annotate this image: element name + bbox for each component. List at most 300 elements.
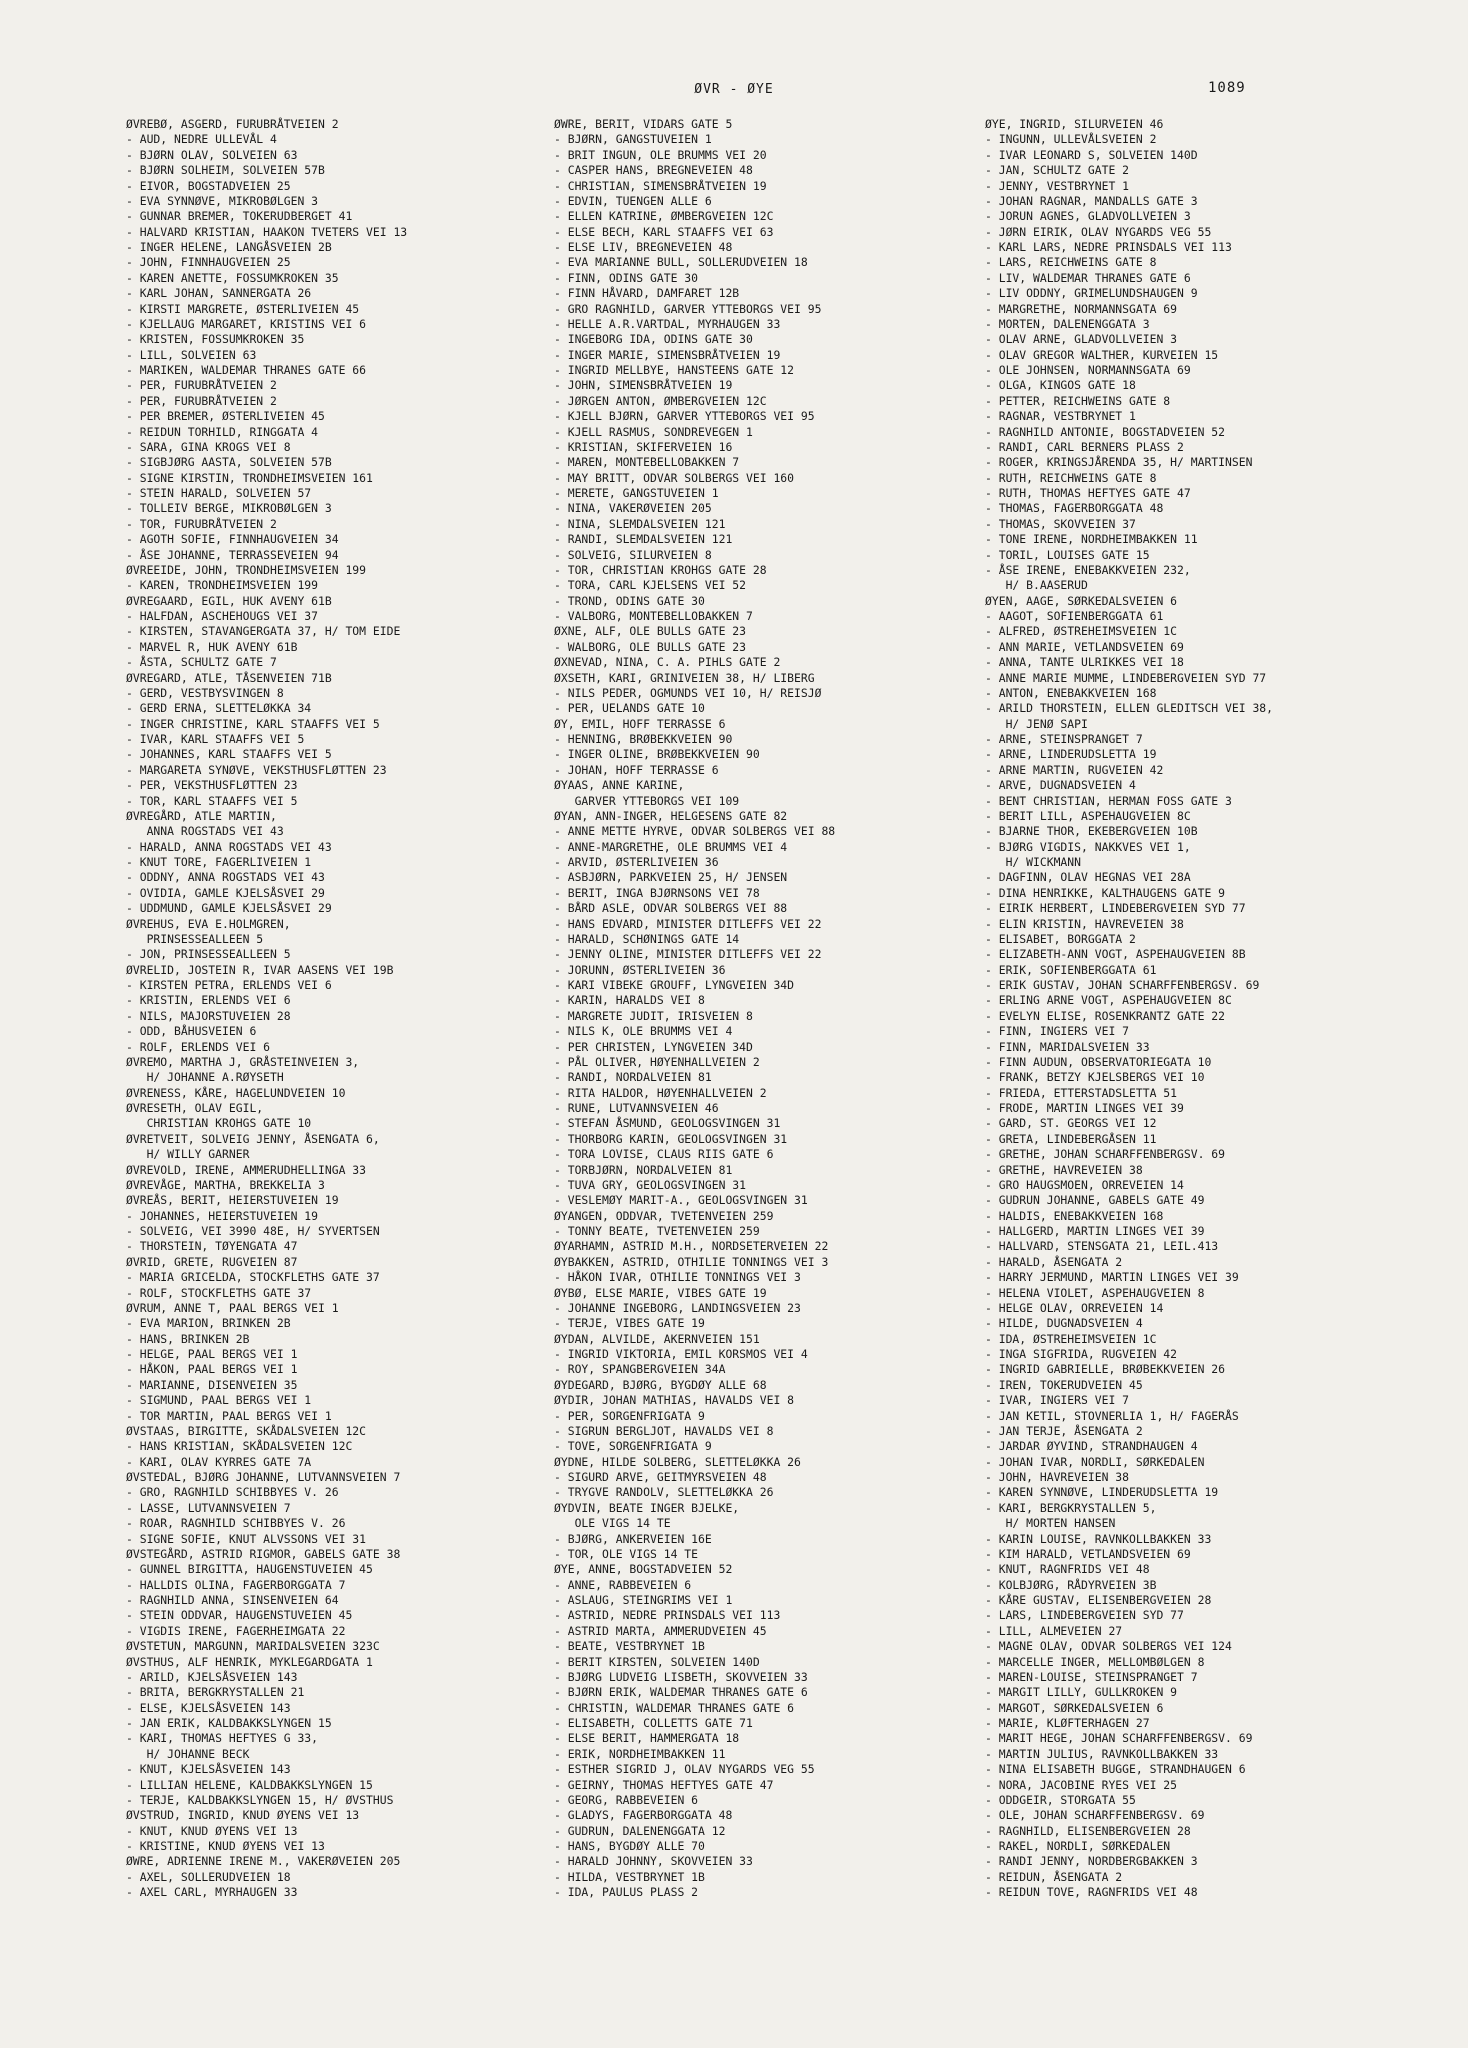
directory-entry: - EIRIK HERBERT, LINDEBERGVEIEN SYD 77 (985, 901, 1246, 916)
directory-entry: - HELGE, PAAL BERGS VEI 1 (126, 1347, 298, 1361)
directory-entry: - ERIK, NORDHEIMBAKKEN 11 (554, 1746, 726, 1761)
directory-entry: - THORBORG KARIN, GEOLOGSVINGEN 31 (554, 1131, 788, 1146)
directory-entry: - IVAR, KARL STAAFFS VEI 5 (126, 732, 305, 746)
directory-entry: - AXEL, SOLLERUDVEIEN 18 (126, 1869, 291, 1884)
directory-entry: ØVRESETH, OLAV EGIL, (126, 1101, 264, 1115)
directory-entry: - GUDRUN JOHANNE, GABELS GATE 49 (985, 1193, 1205, 1208)
directory-entry: - GEORG, RABBEVEIEN 6 (554, 1792, 699, 1807)
directory-entry: - BJØRG VIGDIS, NAKKVES VEI 1, (985, 839, 1191, 854)
directory-entry: - RAKEL, NORDLI, SØRKEDALEN (985, 1839, 1171, 1853)
directory-entry: - JENNY, VESTBRYNET 1 (985, 178, 1130, 193)
directory-entry: - JOHAN, HOFF TERRASSE 6 (554, 762, 719, 777)
directory-entry: ØVSTEGÅRD, ASTRID RIGMOR, GABELS GATE 38 (126, 1546, 401, 1561)
directory-entry: - JØRN EIRIK, OLAV NYGARDS VEG 55 (985, 224, 1212, 239)
directory-entry: - FINN HÅVARD, DAMFARET 12B (554, 286, 740, 301)
directory-entry: ØVSTRUD, INGRID, KNUD ØYENS VEI 13 (126, 1808, 360, 1823)
directory-entry: ØYBAKKEN, ASTRID, OTHILIE TONNINGS VEI 3 (554, 1254, 829, 1269)
directory-entry: - SOLVEIG, VEI 3990 48E, H/ SYVERTSEN (126, 1224, 380, 1238)
directory-entry: - ELISABETH, COLLETTS GATE 71 (554, 1716, 753, 1730)
directory-entry: ØVREÅS, BERIT, HEIERSTUVEIEN 19 (126, 1193, 339, 1208)
directory-entry: - AUD, NEDRE ULLEVÅL 4 (126, 132, 277, 147)
directory-entry: - ARVID, ØSTERLIVEIEN 36 (554, 855, 719, 869)
directory-entry: - SOLVEIG, SILURVEIEN 8 (554, 547, 712, 562)
directory-entry: - MARIE, KLØFTERHAGEN 27 (985, 1716, 1150, 1730)
directory-entry: ØXNEVAD, NINA, C. A. PIHLS GATE 2 (554, 655, 781, 670)
directory-entry: - HALLGERD, MARTIN LINGES VEI 39 (985, 1224, 1205, 1238)
directory-entry: - FINN AUDUN, OBSERVATORIEGATA 10 (985, 1054, 1212, 1069)
directory-entry: - ELIZABETH-ANN VOGT, ASPEHAUGVEIEN 8B (985, 947, 1246, 962)
directory-entry: - CASPER HANS, BREGNEVEIEN 48 (554, 163, 753, 178)
directory-entry: - MARCELLE INGER, MELLOMBØLGEN 8 (985, 1654, 1205, 1669)
directory-entry: ØVSTEDAL, BJØRG JOHANNE, LUTVANNSVEIEN 7 (126, 1470, 401, 1484)
directory-entry: - TORBJØRN, NORDALVEIEN 81 (554, 1162, 733, 1177)
directory-entry: - TROND, ODINS GATE 30 (554, 593, 705, 608)
directory-entry: - HANS, BYGDØY ALLE 70 (554, 1839, 705, 1853)
directory-entry: - ARNE MARTIN, RUGVEIEN 42 (985, 762, 1164, 777)
directory-entry: - HANS EDVARD, MINISTER DITLEFFS VEI 22 (554, 916, 822, 931)
directory-entry: - JORUNN, ØSTERLIVEIEN 36 (554, 962, 726, 977)
directory-entry: ØYDVIN, BEATE INGER BJELKE, (554, 1500, 740, 1515)
directory-entry: - TUVA GRY, GEOLOGSVINGEN 31 (554, 1177, 747, 1192)
directory-entry: - JAN ERIK, KALDBAKKSLYNGEN 15 (126, 1716, 332, 1730)
directory-entry: ØYDEGARD, BJØRG, BYGDØY ALLE 68 (554, 1377, 767, 1392)
directory-entry: - SIGRUN BERGLJOT, HAVALDS VEI 8 (554, 1423, 774, 1438)
directory-entry: - KRISTIN, ERLENDS VEI 6 (126, 993, 291, 1008)
directory-entry: - GUDRUN, DALENENGGATA 12 (554, 1823, 726, 1838)
directory-entry: - KARIN LOUISE, RAVNKOLLBAKKEN 33 (985, 1531, 1212, 1546)
directory-entry: - PER, UELANDS GATE 10 (554, 701, 705, 716)
directory-entry: - JOHANNES, KARL STAAFFS VEI 5 (126, 747, 332, 762)
directory-entry: - BRIT INGUN, OLE BRUMMS VEI 20 (554, 147, 767, 162)
directory-entry: H/ JENØ SAPI (985, 716, 1088, 731)
directory-entry: - IDA, PAULUS PLASS 2 (554, 1885, 699, 1900)
directory-entry: H/ MORTEN HANSEN (985, 1516, 1116, 1531)
directory-entry: ØYARHAMN, ASTRID M.H., NORDSETERVEIEN 22 (554, 1239, 829, 1254)
directory-entry: ØYDAN, ALVILDE, AKERNVEIEN 151 (554, 1331, 760, 1346)
directory-entry: - JON, PRINSESSEALLEEN 5 (126, 947, 291, 962)
directory-entry: ØVRENESS, KÅRE, HAGELUNDVEIEN 10 (126, 1085, 346, 1100)
directory-entry: - GERD, VESTBYSVINGEN 8 (126, 685, 284, 700)
directory-entry: - SIGBJØRG AASTA, SOLVEIEN 57B (126, 455, 332, 470)
directory-entry: - RANDI, NORDALVEIEN 81 (554, 1070, 712, 1085)
directory-entry: - GUNNEL BIRGITTA, HAUGENSTUVEIEN 45 (126, 1562, 373, 1577)
directory-entry: - DAGFINN, OLAV HEGNAS VEI 28A (985, 870, 1191, 885)
directory-entry: - AXEL CARL, MYRHAUGEN 33 (126, 1885, 298, 1900)
directory-entry: PRINSESSEALLEEN 5 (126, 931, 264, 946)
directory-entry: - KAREN, TRONDHEIMSVEIEN 199 (126, 578, 319, 593)
directory-entry: - IVAR, INGIERS VEI 7 (985, 1393, 1130, 1408)
directory-entry: GARVER YTTEBORGS VEI 109 (554, 793, 740, 808)
directory-entry: ØVREGÅRD, ATLE MARTIN, (126, 808, 277, 823)
directory-entry: - JOHAN RAGNAR, MANDALLS GATE 3 (985, 193, 1198, 208)
directory-entry: - TORIL, LOUISES GATE 15 (985, 547, 1150, 562)
directory-entry: - AGOTH SOFIE, FINNHAUGVEIEN 34 (126, 532, 339, 547)
directory-entry: - MARIT HEGE, JOHAN SCHARFFENBERGSV. 69 (985, 1731, 1253, 1746)
directory-entry: - ÅSE IRENE, ENEBAKKVEIEN 232, (985, 562, 1191, 577)
directory-entry: - INGRID MELLBYE, HANSTEENS GATE 12 (554, 363, 795, 377)
directory-entry: - ODD, BÅHUSVEIEN 6 (126, 1024, 257, 1039)
directory-entry: - RAGNHILD ANNA, SINSENVEIEN 64 (126, 1593, 339, 1607)
directory-entry: - LILLIAN HELENE, KALDBAKKSLYNGEN 15 (126, 1777, 373, 1792)
directory-column-1 (126, 117, 546, 1901)
directory-entry: - JENNY OLINE, MINISTER DITLEFFS VEI 22 (554, 947, 822, 962)
directory-entry: - REIDUN TOVE, RAGNFRIDS VEI 48 (985, 1885, 1198, 1900)
directory-entry: - FRANK, BETZY KJELSBERGS VEI 10 (985, 1070, 1205, 1085)
directory-entry: - IDA, ØSTREHEIMSVEIEN 1C (985, 1331, 1157, 1346)
directory-entry: - ELIN KRISTIN, HAVREVEIEN 38 (985, 916, 1184, 931)
directory-entry: - GRETHE, HAVREVEIEN 38 (985, 1162, 1143, 1177)
directory-entry: - STEIN ODDVAR, HAUGENSTUVEIEN 45 (126, 1608, 353, 1623)
directory-entry: - GRO RAGNHILD, GARVER YTTEBORGS VEI 95 (554, 301, 822, 316)
directory-entry: - ERLING ARNE VOGT, ASPEHAUGVEIEN 8C (985, 993, 1232, 1008)
directory-entry: - SIGNE SOFIE, KNUT ALVSSONS VEI 31 (126, 1531, 367, 1546)
directory-entry: - SIGNE KIRSTIN, TRONDHEIMSVEIEN 161 (126, 470, 373, 485)
directory-entry: ØVREMO, MARTHA J, GRÅSTEINVEIEN 3, (126, 1054, 360, 1069)
directory-entry: - PER, VEKSTHUSFLØTTEN 23 (126, 778, 298, 793)
directory-entry: - TOR, CHRISTIAN KROHGS GATE 28 (554, 562, 767, 577)
directory-entry: - RANDI, SLEMDALSVEIEN 121 (554, 532, 733, 547)
directory-entry: - INGEBORG IDA, ODINS GATE 30 (554, 332, 753, 347)
directory-entry: - MARGRETHE, NORMANNSGATA 69 (985, 301, 1178, 316)
directory-entry: - KJELL RASMUS, SONDREVEGEN 1 (554, 424, 753, 439)
directory-entry: - KJELL BJØRN, GARVER YTTEBORGS VEI 95 (554, 409, 815, 424)
directory-entry: H/ JOHANNE A.RØYSETH (126, 1070, 284, 1085)
directory-entry: - KJELLAUG MARGARET, KRISTINS VEI 6 (126, 316, 367, 331)
directory-entry: - HALDIS, ENEBAKKVEIEN 168 (985, 1208, 1164, 1223)
directory-entry: - MAGNE OLAV, ODVAR SOLBERGS VEI 124 (985, 1639, 1232, 1654)
directory-entry: - ERIK GUSTAV, JOHAN SCHARFFENBERGSV. 69 (985, 978, 1260, 992)
directory-entry: ØYBØ, ELSE MARIE, VIBES GATE 19 (554, 1285, 767, 1300)
directory-entry: - LIV, WALDEMAR THRANES GATE 6 (985, 270, 1191, 285)
directory-entry: - ANNE, RABBEVEIEN 6 (554, 1577, 692, 1592)
directory-entry: - ELSE BECH, KARL STAAFFS VEI 63 (554, 224, 774, 239)
directory-entry: - JOHN, FINNHAUGVEIEN 25 (126, 255, 291, 270)
directory-entry: - BJØRN OLAV, SOLVEIEN 63 (126, 147, 298, 162)
directory-entry: ØVREVÅGE, MARTHA, BREKKELIA 3 (126, 1177, 325, 1192)
directory-entry: - JAN KETIL, STOVNERLIA 1, H/ FAGERÅS (985, 1408, 1239, 1423)
directory-entry: - ROLF, STOCKFLETHS GATE 37 (126, 1285, 312, 1300)
directory-entry: - MAY BRITT, ODVAR SOLBERGS VEI 160 (554, 470, 795, 485)
directory-entry: - INGER MARIE, SIMENSBRÅTVEIEN 19 (554, 347, 781, 362)
directory-entry: - TERJE, VIBES GATE 19 (554, 1316, 705, 1331)
directory-entry: - INGUNN, ULLEVÅLSVEIEN 2 (985, 132, 1157, 147)
directory-entry: - BJØRN, GANGSTUVEIEN 1 (554, 132, 712, 147)
directory-entry: - RAGNHILD ANTONIE, BOGSTADVEIEN 52 (985, 424, 1226, 439)
directory-entry: - PER CHRISTEN, LYNGVEIEN 34D (554, 1039, 753, 1054)
directory-entry: - FINN, INGIERS VEI 7 (985, 1024, 1130, 1039)
directory-entry: - ESTHER SIGRID J, OLAV NYGARDS VEG 55 (554, 1762, 815, 1777)
directory-entry: - INGER CHRISTINE, KARL STAAFFS VEI 5 (126, 716, 380, 731)
directory-entry: - PÅL OLIVER, HØYENHALLVEIEN 2 (554, 1054, 760, 1069)
directory-entry: ØYDNE, HILDE SOLBERG, SLETTELØKKA 26 (554, 1454, 801, 1469)
directory-entry: - JØRGEN ANTON, ØMBERGVEIEN 12C (554, 393, 767, 408)
directory-entry: - HELENA VIOLET, ASPEHAUGVEIEN 8 (985, 1285, 1205, 1300)
directory-entry: - RAGNHILD, ELISENBERGVEIEN 28 (985, 1823, 1191, 1838)
directory-entry: - PER, SORGENFRIGATA 9 (554, 1408, 705, 1423)
directory-entry: - ELSE BERIT, HAMMERGATA 18 (554, 1731, 740, 1746)
directory-entry: - JOHANNES, HEIERSTUVEIEN 19 (126, 1208, 319, 1223)
directory-entry: - RANDI JENNY, NORDBERGBAKKEN 3 (985, 1854, 1198, 1869)
directory-entry: - KNUT, RAGNFRIDS VEI 48 (985, 1562, 1150, 1577)
directory-entry: - HANS, BRINKEN 2B (126, 1331, 250, 1346)
directory-entry: - BERIT LILL, ASPEHAUGVEIEN 8C (985, 808, 1191, 823)
directory-entry: - BEATE, VESTBRYNET 1B (554, 1639, 705, 1654)
directory-entry: - WALBORG, OLE BULLS GATE 23 (554, 639, 747, 654)
directory-entry: - KARI VIBEKE GROUFF, LYNGVEIEN 34D (554, 978, 795, 992)
directory-entry: - FRIEDA, ETTERSTADSLETTA 51 (985, 1085, 1178, 1100)
directory-entry: ØVSTAAS, BIRGITTE, SKÅDALSVEIEN 12C (126, 1423, 367, 1438)
directory-entry: ØVREHUS, EVA E.HOLMGREN, (126, 916, 291, 931)
directory-entry: ØVREGAARD, EGIL, HUK AVENY 61B (126, 593, 332, 608)
directory-entry: - ASLAUG, STEINGRIMS VEI 1 (554, 1593, 733, 1607)
directory-entry: - ANNE METTE HYRVE, ODVAR SOLBERGS VEI 88 (554, 824, 836, 839)
directory-entry: - MARGIT LILLY, GULLKROKEN 9 (985, 1685, 1178, 1700)
directory-entry: - VIGDIS IRENE, FAGERHEIMGATA 22 (126, 1623, 346, 1638)
directory-entry: - KAREN SYNNØVE, LINDERUDSLETTA 19 (985, 1485, 1219, 1500)
directory-entry: - GRO HAUGSMOEN, ORREVEIEN 14 (985, 1177, 1184, 1192)
directory-entry: - TOR MARTIN, PAAL BERGS VEI 1 (126, 1408, 332, 1423)
directory-entry: - RUTH, REICHWEINS GATE 8 (985, 470, 1157, 485)
directory-entry: ØVSTHUS, ALF HENRIK, MYKLEGARDGATA 1 (126, 1654, 373, 1669)
directory-entry: - EVA MARIANNE BULL, SOLLERUDVEIEN 18 (554, 255, 808, 270)
directory-entry: - GRETA, LINDEBERGÅSEN 11 (985, 1131, 1157, 1146)
directory-entry: ØVSTETUN, MARGUNN, MARIDALSVEIEN 323C (126, 1639, 380, 1654)
directory-entry: - KAREN ANETTE, FOSSUMKROKEN 35 (126, 270, 339, 285)
directory-entry: - JAN TERJE, ÅSENGATA 2 (985, 1423, 1143, 1438)
directory-entry: ØY, EMIL, HOFF TERRASSE 6 (554, 716, 726, 731)
directory-entry: - KNUT, KNUD ØYENS VEI 13 (126, 1823, 298, 1838)
page-header-range: ØVR - ØYE (694, 82, 774, 97)
directory-entry: - KIRSTEN, STAVANGERGATA 37, H/ TOM EIDE (126, 624, 401, 639)
directory-entry: - TOLLEIV BERGE, MIKROBØLGEN 3 (126, 501, 332, 516)
directory-entry: - ASTRID, NEDRE PRINSDALS VEI 113 (554, 1608, 781, 1623)
directory-entry: - EDVIN, TUENGEN ALLE 6 (554, 193, 712, 208)
directory-entry: - MAREN-LOUISE, STEINSPRANGET 7 (985, 1669, 1198, 1684)
directory-entry: ØYE, ANNE, BOGSTADVEIEN 52 (554, 1562, 733, 1577)
directory-entry: - REIDUN, ÅSENGATA 2 (985, 1869, 1123, 1884)
directory-entry: - BJØRN SOLHEIM, SOLVEIEN 57B (126, 163, 325, 178)
directory-entry: - GRO, RAGNHILD SCHIBBYES V. 26 (126, 1485, 339, 1500)
directory-entry: H/ WICKMANN (985, 855, 1082, 869)
directory-entry: - GERD ERNA, SLETTELØKKA 34 (126, 701, 312, 716)
directory-entry: - RANDI, CARL BERNERS PLASS 2 (985, 439, 1184, 454)
directory-entry: - HÅKON, PAAL BERGS VEI 1 (126, 1362, 298, 1377)
directory-entry: - KNUT, KJELSÅSVEIEN 143 (126, 1762, 291, 1777)
directory-entry: - OLAV ARNE, GLADVOLLVEIEN 3 (985, 332, 1178, 347)
directory-entry: - ASTRID MARTA, AMMERUDVEIEN 45 (554, 1623, 767, 1638)
directory-entry: - MARGOT, SØRKEDALSVEIEN 6 (985, 1700, 1164, 1715)
directory-entry: - FINN, ODINS GATE 30 (554, 270, 699, 285)
directory-entry: - THORSTEIN, TØYENGATA 47 (126, 1239, 298, 1254)
directory-entry: - HELLE A.R.VARTDAL, MYRHAUGEN 33 (554, 316, 781, 331)
directory-entry: - EIVOR, BOGSTADVEIEN 25 (126, 178, 291, 193)
directory-entry: - FINN, MARIDALSVEIEN 33 (985, 1039, 1150, 1054)
directory-entry: - NILS K, OLE BRUMMS VEI 4 (554, 1024, 733, 1039)
directory-entry: - STEIN HARALD, SOLVEIEN 57 (126, 486, 312, 500)
directory-entry: - JOHAN IVAR, NORDLI, SØRKEDALEN (985, 1454, 1205, 1469)
directory-entry: ØYAN, ANN-INGER, HELGESENS GATE 82 (554, 808, 788, 823)
directory-entry: - PER BREMER, ØSTERLIVEIEN 45 (126, 409, 325, 424)
directory-entry: - ELISABET, BORGGATA 2 (985, 931, 1136, 946)
directory-entry: - OLE JOHNSEN, NORMANNSGATA 69 (985, 363, 1191, 377)
directory-entry: - SARA, GINA KROGS VEI 8 (126, 439, 291, 454)
directory-entry: - TOR, FURUBRÅTVEIEN 2 (126, 516, 277, 531)
directory-entry: - VESLEMØY MARIT-A., GEOLOGSVINGEN 31 (554, 1193, 808, 1208)
directory-entry: - TONE IRENE, NORDHEIMBAKKEN 11 (985, 532, 1198, 547)
directory-entry: - NINA, SLEMDALSVEIEN 121 (554, 516, 726, 531)
directory-entry: - NILS PEDER, OGMUNDS VEI 10, H/ REISJØ (554, 685, 822, 700)
directory-entry: - ODDNY, ANNA ROGSTADS VEI 43 (126, 870, 325, 885)
directory-entry: - FRODE, MARTIN LINGES VEI 39 (985, 1101, 1184, 1115)
directory-entry: - RAGNAR, VESTBRYNET 1 (985, 409, 1136, 424)
directory-entry: - MARIKEN, WALDEMAR THRANES GATE 66 (126, 363, 367, 377)
directory-entry: - KARL LARS, NEDRE PRINSDALS VEI 113 (985, 240, 1232, 254)
directory-entry: - ELSE LIV, BREGNEVEIEN 48 (554, 240, 733, 254)
directory-entry: - BERIT KIRSTEN, SOLVEIEN 140D (554, 1654, 760, 1669)
directory-entry: - AAGOT, SOFIENBERGGATA 61 (985, 609, 1164, 623)
directory-entry: - JAN, SCHULTZ GATE 2 (985, 163, 1130, 178)
directory-entry: - GUNNAR BREMER, TOKERUDBERGET 41 (126, 209, 353, 224)
directory-entry: - RUNE, LUTVANNSVEIEN 46 (554, 1101, 719, 1115)
directory-entry: - KARI, THOMAS HEFTYES G 33, (126, 1731, 319, 1746)
directory-entry: OLE VIGS 14 TE (554, 1516, 671, 1531)
directory-entry: ØWRE, BERIT, VIDARS GATE 5 (554, 117, 733, 131)
directory-entry: - INGER HELENE, LANGÅSVEIEN 2B (126, 240, 332, 254)
directory-entry: H/ JOHANNE BECK (126, 1746, 250, 1761)
directory-entry: - IVAR LEONARD S, SOLVEIEN 140D (985, 147, 1198, 162)
directory-entry: - MORTEN, DALENENGGATA 3 (985, 316, 1150, 331)
directory-entry: - TRYGVE RANDOLV, SLETTELØKKA 26 (554, 1485, 774, 1500)
page-number: 1089 (1208, 80, 1246, 96)
directory-entry: - THOMAS, FAGERBORGGATA 48 (985, 501, 1164, 516)
directory-entry: - CHRISTIN, WALDEMAR THRANES GATE 6 (554, 1700, 795, 1715)
directory-entry: - LARS, LINDEBERGVEIEN SYD 77 (985, 1608, 1184, 1623)
directory-entry: - ARILD, KJELSÅSVEIEN 143 (126, 1669, 298, 1684)
directory-entry: ØVREGARD, ATLE, TÅSENVEIEN 71B (126, 670, 332, 685)
directory-entry: - HALLDIS OLINA, FAGERBORGGATA 7 (126, 1577, 346, 1592)
directory-entry: - KOLBJØRG, RÅDYRVEIEN 3B (985, 1577, 1157, 1592)
directory-entry: - HÅKON IVAR, OTHILIE TONNINGS VEI 3 (554, 1270, 801, 1285)
directory-entry: ØVRETVEIT, SOLVEIG JENNY, ÅSENGATA 6, (126, 1131, 380, 1146)
directory-entry: - JARDAR ØYVIND, STRANDHAUGEN 4 (985, 1439, 1198, 1454)
directory-entry: - HARALD, SCHØNINGS GATE 14 (554, 931, 740, 946)
directory-entry: - ÅSTA, SCHULTZ GATE 7 (126, 655, 277, 670)
directory-entry: - BJØRG, ANKERVEIEN 16E (554, 1531, 712, 1546)
directory-entry: - KARL JOHAN, SANNERGATA 26 (126, 286, 312, 301)
directory-entry: - INGA SIGFRIDA, RUGVEIEN 42 (985, 1347, 1178, 1361)
directory-entry: - OVIDIA, GAMLE KJELSÅSVEI 29 (126, 885, 325, 900)
directory-entry: - TOR, OLE VIGS 14 TE (554, 1546, 699, 1561)
directory-entry: - IREN, TOKERUDVEIEN 45 (985, 1377, 1143, 1392)
directory-entry: - ANNA, TANTE ULRIKKES VEI 18 (985, 655, 1184, 670)
directory-entry: ØYE, INGRID, SILURVEIEN 46 (985, 117, 1164, 131)
directory-entry: - KIM HARALD, VETLANDSVEIEN 69 (985, 1546, 1191, 1561)
directory-entry: - GLADYS, FAGERBORGGATA 48 (554, 1808, 733, 1823)
directory-entry: - JORUN AGNES, GLADVOLLVEIEN 3 (985, 209, 1191, 224)
directory-entry: - EVELYN ELISE, ROSENKRANTZ GATE 22 (985, 1008, 1226, 1023)
directory-entry: H/ B.AASERUD (985, 578, 1088, 593)
directory-entry: - HANS KRISTIAN, SKÅDALSVEIEN 12C (126, 1439, 353, 1454)
directory-entry: - MARVEL R, HUK AVENY 61B (126, 639, 298, 654)
directory-entry: - PER, FURUBRÅTVEIEN 2 (126, 393, 277, 408)
directory-entry: - VALBORG, MONTEBELLOBAKKEN 7 (554, 609, 753, 623)
directory-entry: - SIGMUND, PAAL BERGS VEI 1 (126, 1393, 312, 1408)
directory-entry: - BENT CHRISTIAN, HERMAN FOSS GATE 3 (985, 793, 1232, 808)
directory-entry: - JOHN, HAVREVEIEN 38 (985, 1470, 1130, 1484)
directory-entry: - ANNE-MARGRETHE, OLE BRUMMS VEI 4 (554, 839, 788, 854)
directory-entry: - ELSE, KJELSÅSVEIEN 143 (126, 1700, 291, 1715)
directory-entry: - BJARNE THOR, EKEBERGVEIEN 10B (985, 824, 1198, 839)
directory-entry: ØVREEIDE, JOHN, TRONDHEIMSVEIEN 199 (126, 562, 367, 577)
directory-entry: - GEIRNY, THOMAS HEFTYES GATE 47 (554, 1777, 774, 1792)
directory-entry: - KARIN, HARALDS VEI 8 (554, 993, 705, 1008)
directory-entry: - BÅRD ASLE, ODVAR SOLBERGS VEI 88 (554, 901, 788, 916)
directory-entry: - KARI, OLAV KYRRES GATE 7A (126, 1454, 312, 1469)
directory-entry: - MARIA GRICELDA, STOCKFLETHS GATE 37 (126, 1270, 380, 1285)
directory-entry: - KARI, BERGKRYSTALLEN 5, (985, 1500, 1157, 1515)
directory-entry: - LASSE, LUTVANNSVEIEN 7 (126, 1500, 291, 1515)
directory-entry: - HALFDAN, ASCHEHOUGS VEI 37 (126, 609, 319, 623)
directory-entry: - HALVARD KRISTIAN, HAAKON TVETERS VEI 13 (126, 224, 408, 239)
directory-entry: - BERIT, INGA BJØRNSONS VEI 78 (554, 885, 760, 900)
directory-entry: - HILDE, DUGNADSVEIEN 4 (985, 1316, 1143, 1331)
directory-entry: ØVRELID, JOSTEIN R, IVAR AASENS VEI 19B (126, 962, 394, 977)
directory-entry: - ODDGEIR, STORGATA 55 (985, 1792, 1136, 1807)
directory-entry: - REIDUN TORHILD, RINGGATA 4 (126, 424, 319, 439)
directory-entry: - MARIANNE, DISENVEIEN 35 (126, 1377, 298, 1392)
directory-entry: ØYEN, AAGE, SØRKEDALSVEIEN 6 (985, 593, 1178, 608)
directory-entry: - ROAR, RAGNHILD SCHIBBYES V. 26 (126, 1516, 346, 1531)
directory-entry: - KÅRE GUSTAV, ELISENBERGVEIEN 28 (985, 1593, 1212, 1607)
directory-entry: - ANN MARIE, VETLANDSVEIEN 69 (985, 639, 1184, 654)
directory-entry: - MERETE, GANGSTUVEIEN 1 (554, 486, 719, 500)
directory-entry: - HALLVARD, STENSGATA 21, LEIL.413 (985, 1239, 1219, 1254)
directory-entry: - GRETHE, JOHAN SCHARFFENBERGSV. 69 (985, 1147, 1226, 1162)
directory-entry: ØVRUM, ANNE T, PAAL BERGS VEI 1 (126, 1300, 339, 1315)
directory-entry: ØVREVOLD, IRENE, AMMERUDHELLINGA 33 (126, 1162, 367, 1177)
directory-entry: - EVA SYNNØVE, MIKROBØLGEN 3 (126, 193, 319, 208)
directory-entry: - BJØRG LUDVEIG LISBETH, SKOVVEIEN 33 (554, 1669, 808, 1684)
directory-entry: - HELGE OLAV, ORREVEIEN 14 (985, 1300, 1164, 1315)
directory-entry: - JOHANNE INGEBORG, LANDINGSVEIEN 23 (554, 1300, 801, 1315)
directory-entry: CHRISTIAN KROHGS GATE 10 (126, 1116, 312, 1131)
directory-entry: - TONNY BEATE, TVETENVEIEN 259 (554, 1224, 760, 1238)
directory-entry: H/ WILLY GARNER (126, 1147, 250, 1162)
directory-entry: ØXSETH, KARI, GRINIVEIEN 38, H/ LIBERG (554, 670, 815, 685)
directory-entry: - ÅSE JOHANNE, TERRASSEVEIEN 94 (126, 547, 339, 562)
directory-entry: - HENNING, BRØBEKKVEIEN 90 (554, 732, 733, 746)
directory-entry: ØWRE, ADRIENNE IRENE M., VAKERØVEIEN 205 (126, 1854, 401, 1869)
directory-entry: - TERJE, KALDBAKKSLYNGEN 15, H/ ØVSTHUS (126, 1792, 394, 1807)
directory-entry: - ARVE, DUGNADSVEIEN 4 (985, 778, 1136, 793)
directory-entry: - THOMAS, SKOVVEIEN 37 (985, 516, 1136, 531)
directory-entry: - KIRSTEN PETRA, ERLENDS VEI 6 (126, 978, 332, 992)
directory-entry: - SIGURD ARVE, GEITMYRSVEIEN 48 (554, 1470, 767, 1484)
directory-entry: - MARTIN JULIUS, RAVNKOLLBAKKEN 33 (985, 1746, 1219, 1761)
directory-entry: ØXNE, ALF, OLE BULLS GATE 23 (554, 624, 747, 639)
directory-entry: - ERIK, SOFIENBERGGATA 61 (985, 962, 1157, 977)
directory-entry: - NINA, VAKERØVEIEN 205 (554, 501, 712, 516)
directory-entry: - EVA MARION, BRINKEN 2B (126, 1316, 291, 1331)
directory-entry: - KRISTIAN, SKIFERVEIEN 16 (554, 439, 733, 454)
directory-entry: - LIV ODDNY, GRIMELUNDSHAUGEN 9 (985, 286, 1198, 301)
directory-entry: - NINA ELISABETH BUGGE, STRANDHAUGEN 6 (985, 1762, 1246, 1777)
directory-entry: - HARALD, ANNA ROGSTADS VEI 43 (126, 839, 332, 854)
directory-entry: - BJØRN ERIK, WALDEMAR THRANES GATE 6 (554, 1685, 808, 1700)
directory-entry: - LILL, SOLVEIEN 63 (126, 347, 257, 362)
directory-entry: - MARGARETA SYNØVE, VEKSTHUSFLØTTEN 23 (126, 762, 387, 777)
directory-entry: - ANNE MARIE MUMME, LINDEBERGVEIEN SYD 77 (985, 670, 1267, 685)
